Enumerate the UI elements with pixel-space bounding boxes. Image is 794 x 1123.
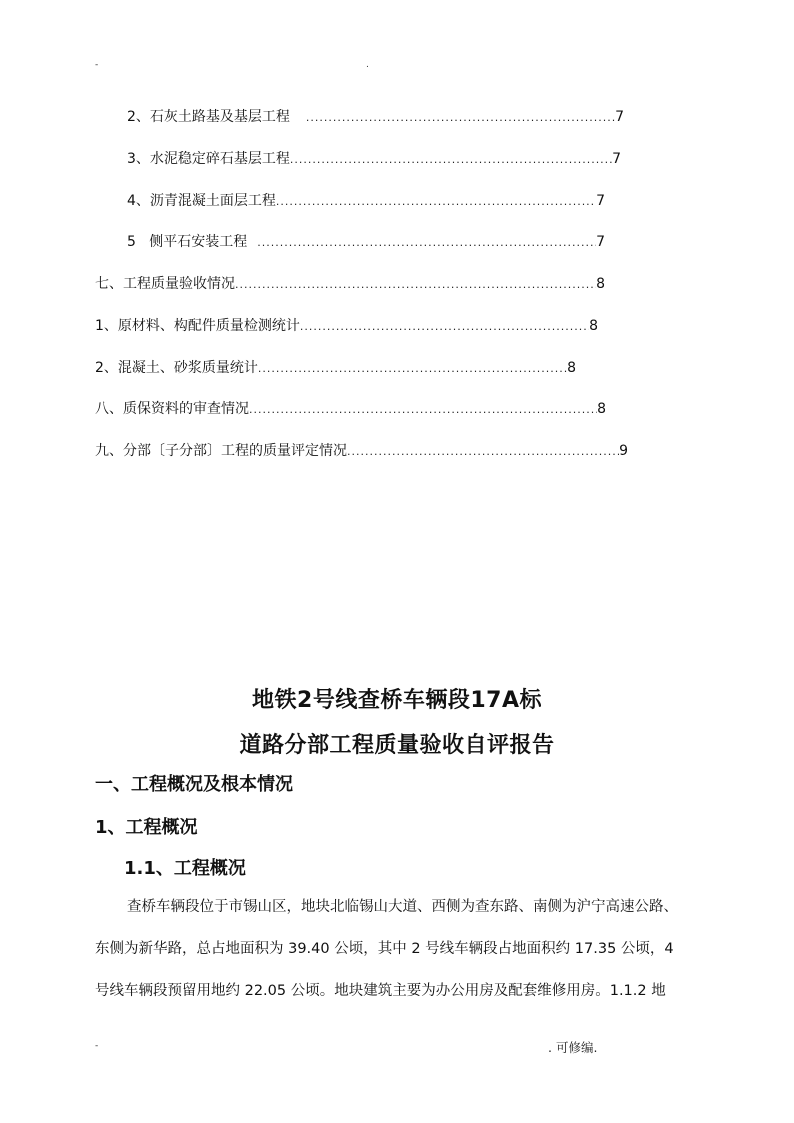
toc-entry-label: 七、工程质量验收情况 <box>95 276 235 292</box>
body-paragraph <box>95 886 725 1012</box>
toc-entry <box>95 397 606 421</box>
toc-entry-label: 5 侧平石安装工程 <box>127 234 248 250</box>
toc-entry-label: 1、原材料、构配件质量检测统计 <box>95 318 300 334</box>
paragraph-line: 东侧为新华路，总占地面积为 39.40 公顷，其中 2 号线车辆段占地面积约 17.35 公顷，4 <box>95 941 674 957</box>
section-heading: 一、工程概况及根本情况 <box>95 774 293 795</box>
toc-entry-page: 7 <box>596 193 605 209</box>
toc-entry <box>95 272 605 296</box>
header-center-mark: . <box>366 60 369 70</box>
toc-entry <box>95 314 598 338</box>
toc-entry-page: 7 <box>615 109 624 125</box>
header-left-mark: - <box>95 60 99 70</box>
toc-leader-dots <box>306 106 615 129</box>
toc-entry-page: 8 <box>596 276 605 292</box>
toc-entry-page: 7 <box>596 234 605 250</box>
toc-entry <box>95 439 628 463</box>
paragraph-line: 查桥车辆段位于市锡山区，地块北临锡山大道、西侧为查东路、南侧为沪宁高速公路、 <box>127 899 678 915</box>
toc-entry-page: 8 <box>567 360 576 376</box>
toc-entry-label: 九、分部〔子分部〕工程的质量评定情况 <box>95 443 347 459</box>
toc-entry <box>127 105 624 129</box>
toc-entry-label: 2、混凝土、砂浆质量统计 <box>95 360 258 376</box>
toc-entry-label: 3、水泥稳定碎石基层工程 <box>127 151 290 167</box>
toc-entry <box>127 230 605 254</box>
sub-subsection-heading: 1.1、工程概况 <box>124 858 246 879</box>
toc-leader-dots <box>276 190 596 213</box>
toc-entry-page: 8 <box>589 318 598 334</box>
toc-entry-page: 7 <box>612 151 621 167</box>
toc-leader-dots <box>257 231 596 254</box>
toc-entry-page: 8 <box>597 401 606 417</box>
toc-entry <box>95 356 576 380</box>
document-title-line-2: 道路分部工程质量验收自评报告 <box>239 733 555 758</box>
toc-leader-dots <box>347 440 619 463</box>
toc-leader-dots <box>235 273 596 296</box>
footer-editable-note: . 可修编. <box>548 1040 598 1055</box>
toc-leader-dots <box>258 357 567 380</box>
toc-leader-dots <box>249 398 597 421</box>
subsection-heading: 1、工程概况 <box>95 817 198 838</box>
toc-entry-page: 9 <box>619 443 628 459</box>
toc-entry <box>127 147 621 171</box>
toc-leader-dots <box>290 148 612 171</box>
toc-leader-dots <box>300 315 589 338</box>
paragraph-line: 号线车辆段预留用地约 22.05 公顷。地块建筑主要为办公用房及配套维修用房。1.1.2 地 <box>95 983 666 999</box>
footer-left-mark: - <box>95 1041 99 1051</box>
toc-entry-label: 2、石灰土路基及基层工程 <box>127 109 290 125</box>
toc-entry <box>127 189 605 213</box>
document-title-line-1: 地铁2号线查桥车辆段17A标 <box>252 688 542 713</box>
toc-entry-label: 4、沥青混凝土面层工程 <box>127 193 276 209</box>
toc-entry-label: 八、质保资料的审查情况 <box>95 401 249 417</box>
